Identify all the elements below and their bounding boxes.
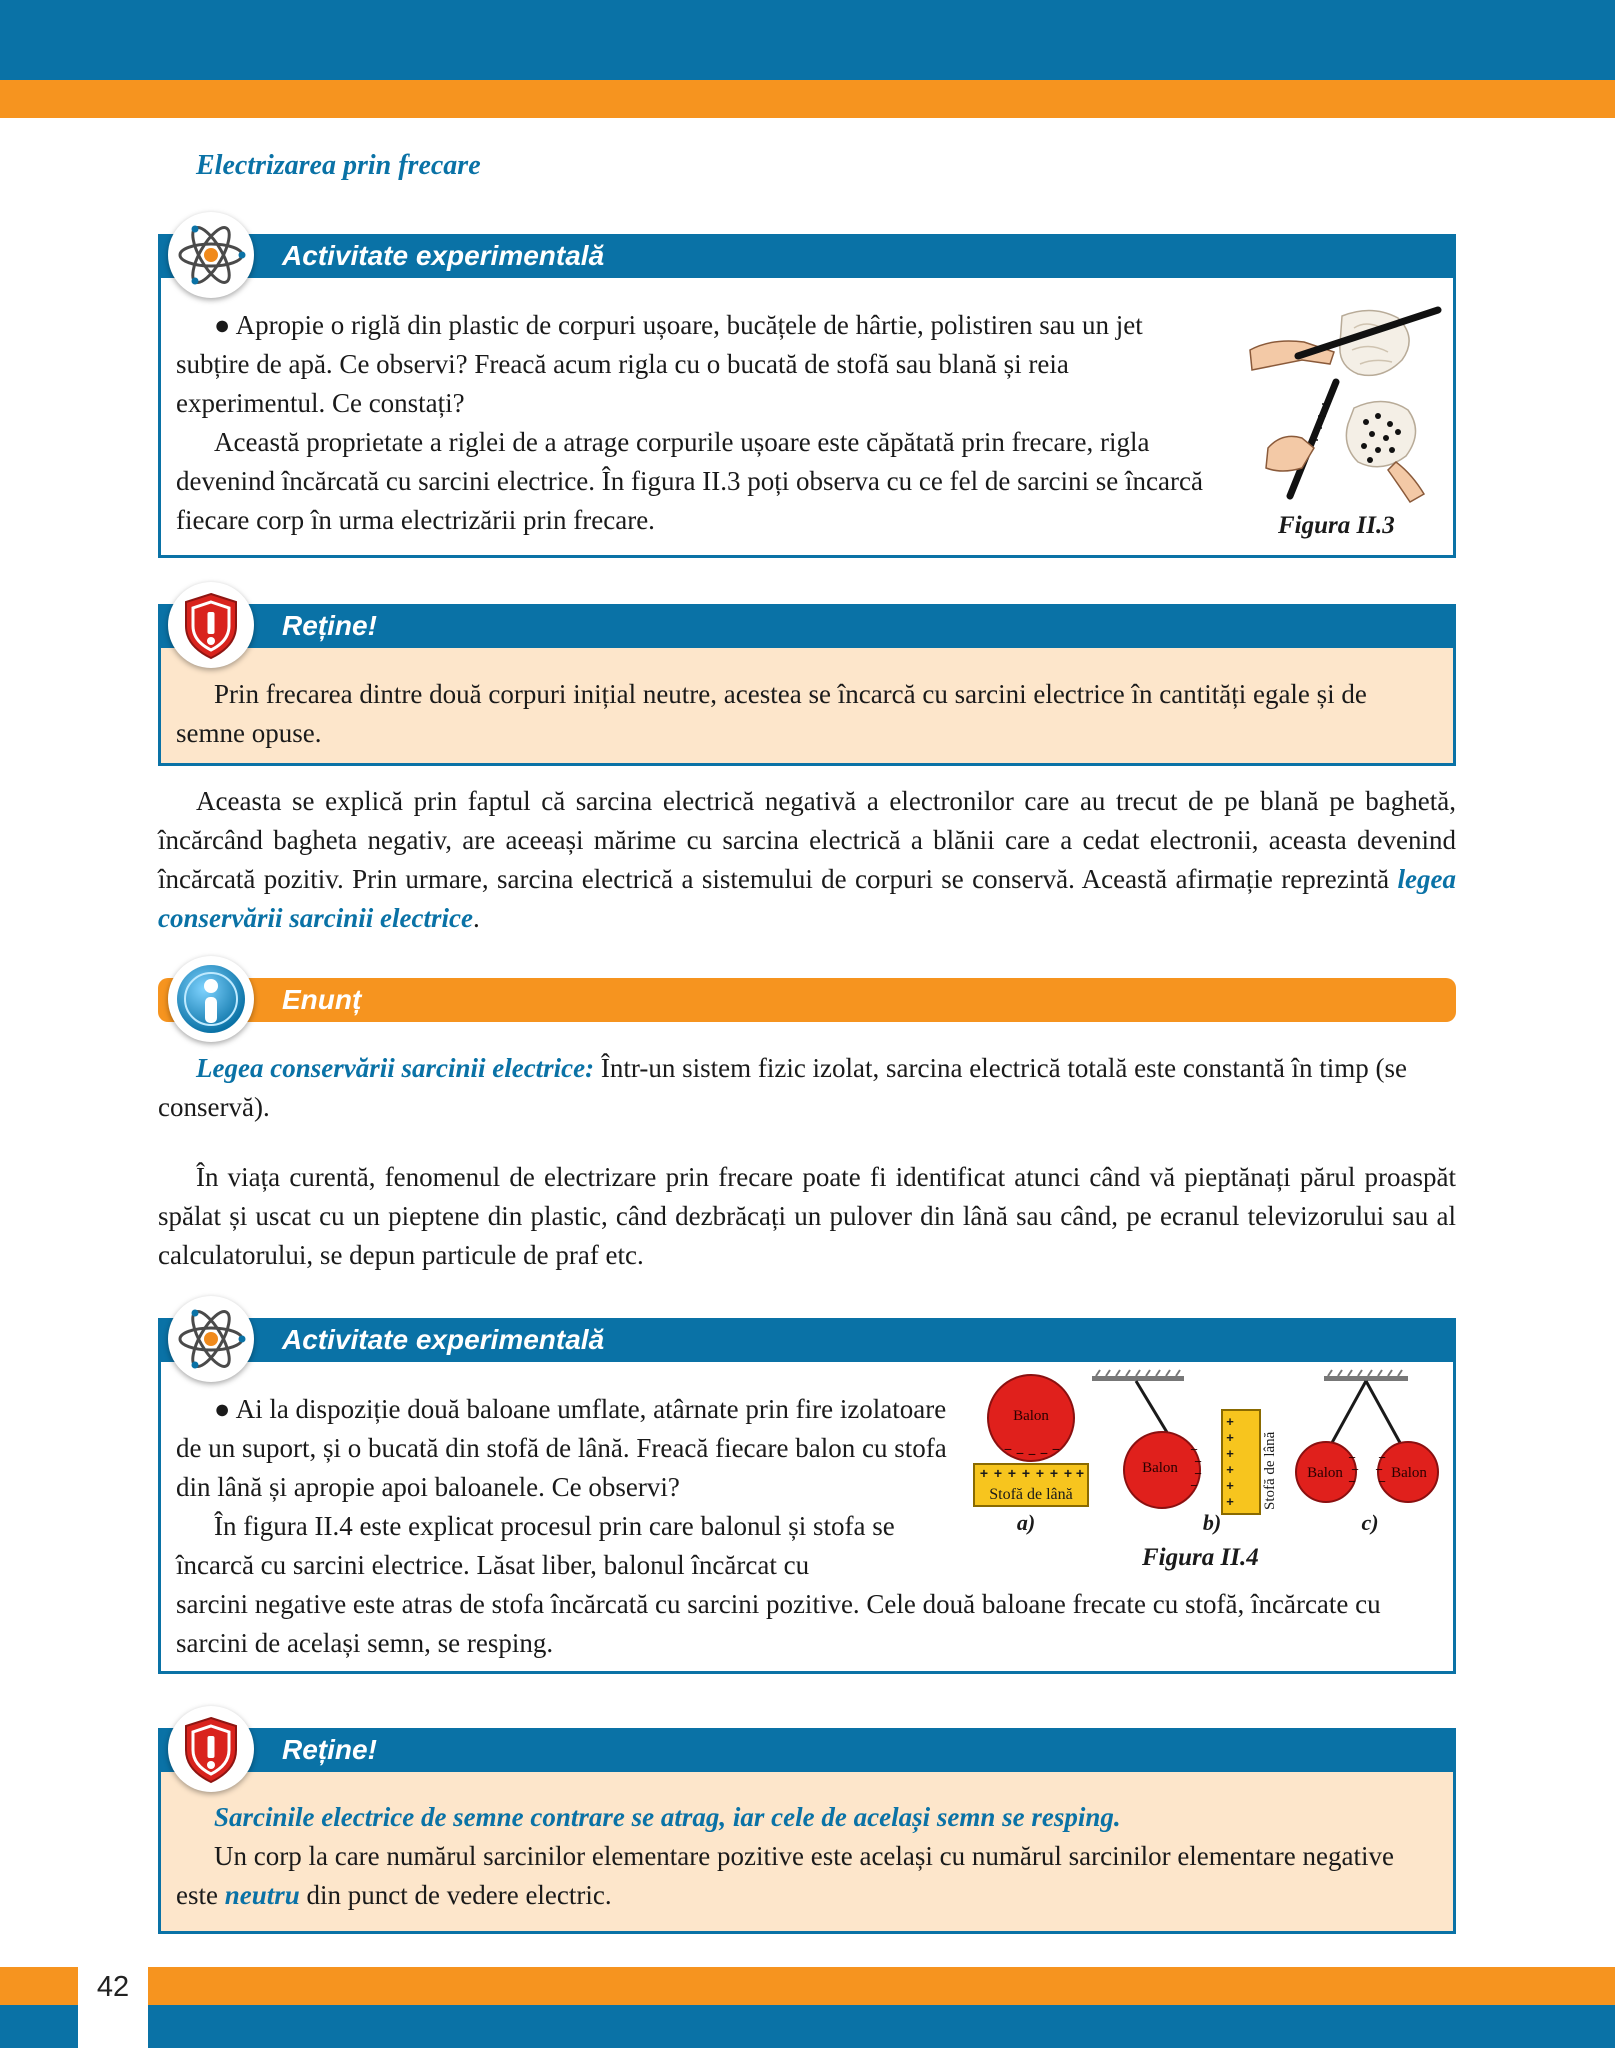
conservation-law-highlight: legea conservării sarcinii electrice xyxy=(158,864,1456,933)
svg-text:−: − xyxy=(1348,1450,1356,1465)
svg-text:+: + xyxy=(1063,1465,1073,1481)
svg-text:+: + xyxy=(993,1465,1003,1481)
shield-alert-icon xyxy=(168,582,254,668)
label-c: c) xyxy=(1361,1510,1379,1535)
statement-header xyxy=(158,978,1456,1022)
svg-text:+: + xyxy=(1007,1465,1017,1481)
activity-header-label: Activitate experimentală xyxy=(282,240,605,271)
bottom-stripe xyxy=(0,1967,1615,2005)
svg-text:−: − xyxy=(1194,1454,1202,1469)
activity-2-para-2a: În figura II.4 este explicat procesul prin care balonul și stofa se încarcă cu sarcini electrice. Lăsat liber, balonul încărcat cu xyxy=(176,1511,895,1580)
atom-icon xyxy=(168,212,254,298)
activity-2-para-2b: sarcini negative este atras de stofa încărcată cu sarcini pozitive. Cele două baloane frecate cu stofă, încărcate cu sarcini de același semn, se resping. xyxy=(176,1589,1381,1658)
statement-law-label: Legea conservării sarcinii electrice: xyxy=(196,1053,595,1083)
svg-text:−: − xyxy=(1051,1441,1061,1457)
remember-header-label: Reține! xyxy=(282,610,377,641)
svg-text:−: − xyxy=(1378,1474,1386,1489)
svg-text:−: − xyxy=(1375,1462,1383,1477)
paragraph-conservation xyxy=(158,782,1456,938)
svg-text:−: − xyxy=(1003,1441,1013,1457)
paragraph-everyday xyxy=(158,1158,1456,1275)
remember-2-highlight: Sarcinile electrice de semne contrare se atrag, iar cele de același semn se resping. xyxy=(214,1802,1121,1832)
activity-header-label-2: Activitate experimentală xyxy=(282,1324,605,1355)
paragraph-conservation-text: Aceasta se explică prin faptul că sarcina electrică negativă a electronilor care au trecut de pe blană pe baghetă, încărcând bagheta negativ, are aceeași mărime cu sarcina electrică a blănii care a cedat electronii, aceasta devenind încărcată pozitiv. Prin urmare, sarcina electrică a sistemului de corpuri se conservă. Această afirmație reprezintă xyxy=(158,786,1456,894)
atom-icon xyxy=(168,1296,254,1382)
cloth-label-a: Stofă de lână xyxy=(989,1486,1073,1503)
paragraph-conservation-end: . xyxy=(472,903,480,933)
figure-c xyxy=(1296,1370,1438,1535)
statement-text xyxy=(158,1049,1456,1127)
svg-text:+: + xyxy=(1049,1465,1059,1481)
svg-text:−: − xyxy=(1378,1450,1386,1465)
activity-1-para-1: ● Apropie o riglă din plastic de corpuri ușoare, bucățele de hârtie, polistiren sau un jet subțire de apă. Ce observi? Freacă acum rigla cu o bucată de stofă sau blană și reia experimentul. Ce constați? xyxy=(176,310,1143,418)
shield-alert-icon xyxy=(168,1706,254,1792)
figure-II-3 xyxy=(1242,298,1442,512)
bottom-band xyxy=(0,2005,1615,2048)
activity-2-text-bottom xyxy=(176,1585,1440,1663)
svg-text:−: − xyxy=(1015,1445,1025,1461)
activity-2-para-1: ● Ai la dispoziție două baloane umflate, atârnate prin fire izolatoare de un suport, și o bucată din stofă de lână. Freacă fiecare balon cu stofa din lână și apropie apoi baloanele. Ce observi? xyxy=(176,1394,947,1502)
remember-2-text xyxy=(176,1798,1440,1915)
info-icon xyxy=(168,956,254,1042)
remember-2-para: Un corp la care numărul sarcinilor elementare pozitive este același cu numărul sarcinilor elementare negative este neutru din punct de vedere electric. xyxy=(176,1841,1394,1910)
statement-law-text: Într-un sistem fizic izolat, sarcina electrică totală este constantă în timp (se conservă). xyxy=(158,1053,1408,1122)
svg-text:+: + xyxy=(1226,1462,1234,1477)
svg-text:+: + xyxy=(979,1465,989,1481)
figure-a xyxy=(974,1375,1088,1535)
balloon-label-c1: Balon xyxy=(1307,1465,1343,1481)
remember-header-label-2: Reține! xyxy=(282,1734,377,1765)
svg-text:−: − xyxy=(1348,1474,1356,1489)
svg-text:−: − xyxy=(1351,1462,1359,1477)
rubbing-rod-illustration xyxy=(1242,298,1442,512)
remember-header-1 xyxy=(158,604,1456,648)
svg-text:−: − xyxy=(1190,1478,1198,1493)
top-band xyxy=(0,0,1615,80)
figure-II-3-caption: Figura II.3 xyxy=(1278,512,1395,539)
svg-text:+: + xyxy=(1226,1430,1234,1445)
activity-2-text-top xyxy=(176,1390,950,1585)
balloon-label-c2: Balon xyxy=(1391,1465,1427,1481)
figure-b xyxy=(1092,1370,1278,1535)
label-b: b) xyxy=(1202,1510,1222,1535)
svg-text:+: + xyxy=(1021,1465,1031,1481)
balloon-label-a: Balon xyxy=(1013,1408,1049,1424)
page-number: 42 xyxy=(96,1971,130,2003)
section-title: Electrizarea prin frecare xyxy=(196,150,481,181)
statement-header-label: Enunț xyxy=(282,984,362,1015)
svg-text:+: + xyxy=(1226,1446,1234,1461)
svg-text:−: − xyxy=(1027,1446,1037,1462)
paragraph-everyday-text: În viața curentă, fenomenul de electrizare prin frecare poate fi identificat atunci când vă pieptănați părul proaspăt spălat și uscat cu un pieptene din plastic, când dezbrăcați un pulover din lână sau când, pe ecranul televizorului sau al calculatorului, se depun particule de praf etc. xyxy=(158,1162,1456,1270)
svg-text:−: − xyxy=(1039,1445,1049,1461)
remember-1-text xyxy=(176,675,1440,753)
label-a: a) xyxy=(1016,1510,1036,1535)
svg-text:+: + xyxy=(1226,1414,1234,1429)
svg-text:−: − xyxy=(1190,1442,1198,1457)
svg-text:+: + xyxy=(1226,1478,1234,1493)
svg-text:+: + xyxy=(1075,1465,1085,1481)
top-stripe xyxy=(0,80,1615,118)
remember-1-para: Prin frecarea dintre două corpuri inițial neutre, acestea se încarcă cu sarcini electrice în cantități egale și de semne opuse. xyxy=(176,679,1367,748)
balloon-label-b: Balon xyxy=(1142,1460,1178,1476)
activity-1-para-2: Această proprietate a riglei de a atrage corpurile ușoare este căpătată prin frecare, rigla devenind încărcată cu sarcini electrice. În figura II.3 poți observa cu ce fel de sarcini se încarcă fiecare corp în urma electrizării prin frecare. xyxy=(176,427,1203,535)
svg-text:−: − xyxy=(1194,1466,1202,1481)
activity-header-1 xyxy=(158,234,1456,278)
remember-header-2 xyxy=(158,1728,1456,1772)
svg-text:+: + xyxy=(1035,1465,1045,1481)
activity-header-2 xyxy=(158,1318,1456,1362)
neutral-highlight: neutru xyxy=(224,1880,300,1910)
cloth-label-b: Stofă de lână xyxy=(1262,1431,1278,1510)
svg-text:+: + xyxy=(1226,1494,1234,1509)
activity-1-text xyxy=(176,306,1206,540)
figure-II-4-caption: Figura II.4 xyxy=(1142,1544,1259,1571)
